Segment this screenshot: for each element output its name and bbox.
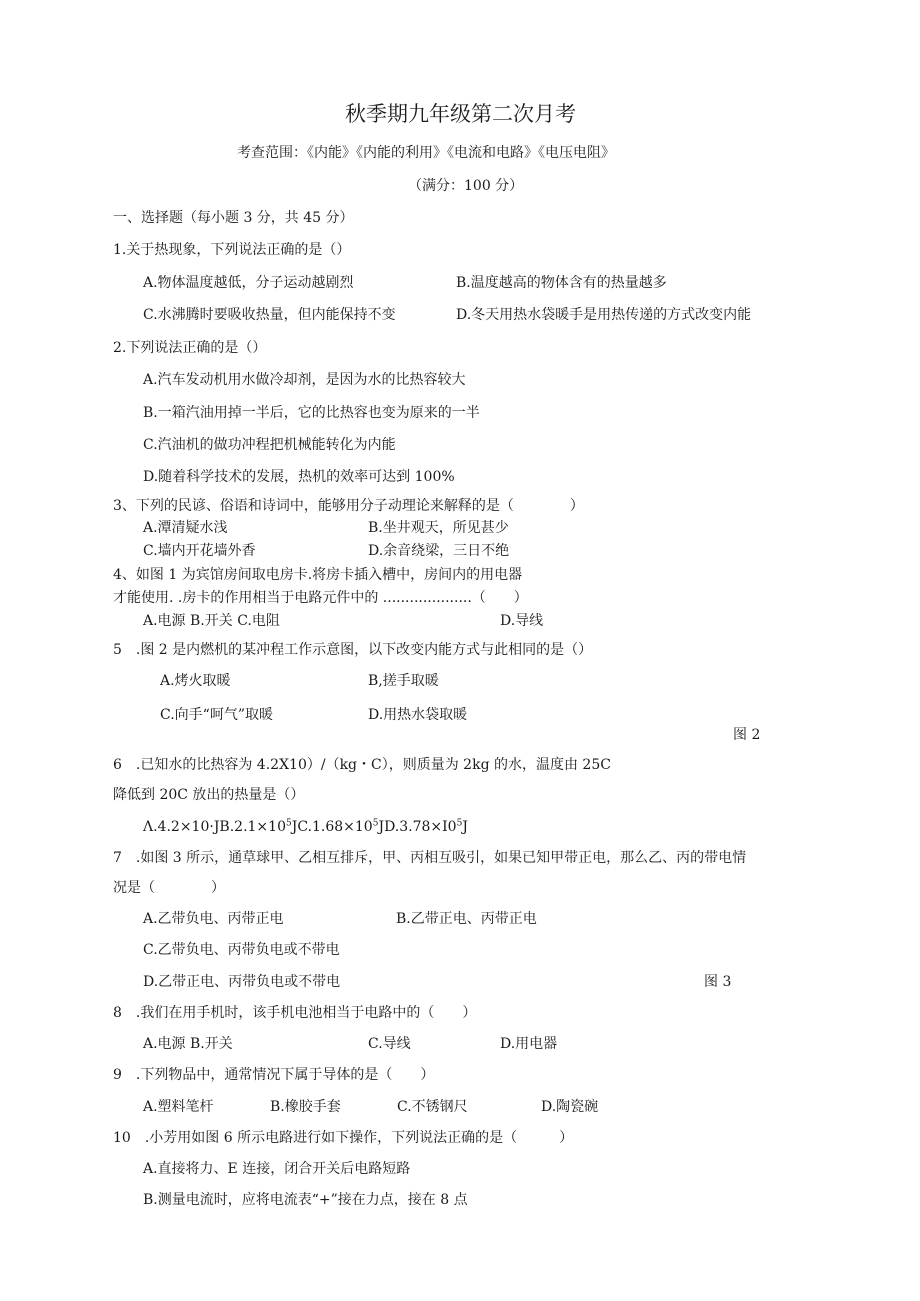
q9-option-a: A.塑料笔杆 [143,1099,214,1115]
q8-option-c: C.导线 [368,1036,411,1052]
q7-option-a: A.乙带负电、丙带正电 [143,911,284,927]
q9-option-d: D.陶瓷碗 [541,1099,599,1115]
q4-option-d: D.导线 [500,613,544,629]
q5-option-c: C.向手“呵气”取暖 [160,707,273,723]
q5-option-b: B,搓手取暖 [368,673,439,689]
exam-scope: 考查范围：《内能》《内能的利用》《电流和电路》《电压电阻》 [237,145,615,161]
q2-option-b: B.一箱汽油用掉一半后，它的比热容也变为原来的一半 [143,405,480,421]
q6-options [143,818,468,836]
q6-option-c: JD.3.78×I0 [378,819,457,835]
q6-exponent-3: 5 [456,818,463,829]
q8-stem: 8 .我们在用手机时，该手机电池相当于电路中的（ ） [113,1005,477,1021]
q7-option-d: D.乙带正电、丙带负电或不带电 [143,974,341,990]
q3-option-a: A.潭清疑水浅 [143,520,228,536]
q6-stem-line2: 降低到 20C 放出的热量是（） [113,787,305,803]
q1-stem: 1.关于热现象，下列说法正确的是（） [113,242,351,258]
q4-stem-line2: 才能使用. .房卡的作用相当于电路元件中的 ....................（ ） [113,590,528,606]
q6-stem-line1: 6 .已知水的比热容为 4.2X10）/（kg・C），则质量为 2kg 的水，温度由 25C [113,757,611,773]
q1-option-b: B.温度越高的物体含有的热量越多 [456,275,667,291]
q1-option-c: C.水沸腾时要吸收热量，但内能保持不变 [143,307,396,323]
q3-stem: 3、下列的民谚、俗语和诗词中，能够用分子动理论来解释的是（ ） [113,498,584,514]
q5-option-a: A.烤火取暖 [160,673,231,689]
q8-option-d: D.用电器 [500,1036,558,1052]
page-title: 秋季期九年级第二次月考 [345,102,576,126]
q9-stem: 9 .下列物品中，通常情况下属于导体的是（ ） [113,1067,435,1083]
q4-stem-line1: 4、如图 1 为宾馆房间取电房卡.将房卡插入槽中，房间内的用电器 [113,567,523,583]
q5-stem: 5 .图 2 是内燃机的某冲程工作示意图，以下改变内能方式与此相同的是（） [113,642,593,658]
q10-stem: 10 .小芳用如图 6 所示电路进行如下操作，下列说法正确的是（ ） [113,1130,574,1146]
q4-options-abc: A.电源 B.开关 C.电阻 [143,613,280,629]
q6-exponent-2: 5 [372,818,379,829]
figure-3-caption: 图 3 [704,974,732,990]
q6-option-b: JC.1.68×10 [291,819,373,835]
q9-option-b: B.橡胶手套 [270,1099,341,1115]
q2-option-a: A.汽车发动机用水做冷却剂，是因为水的比热容较大 [143,372,466,388]
q6-option-d: J [462,819,468,835]
q10-option-b: B.测量电流时，应将电流表“+”接在力点，接在 8 点 [143,1192,468,1208]
q1-option-d: D.冬天用热水袋暖手是用热传递的方式改变内能 [456,307,752,323]
q6-option-a: Λ.4.2×10·JB.2.1×10 [143,819,286,835]
q7-option-c: C.乙带负电、丙带负电或不带电 [143,942,340,958]
q10-option-a: A.直接将力、E 连接，闭合开关后电路短路 [143,1161,411,1177]
section-heading: 一、选择题（每小题 3 分，共 45 分） [113,210,354,226]
q2-option-d: D.随着科学技术的发展，热机的效率可达到 100% [143,469,455,485]
q7-stem-line1: 7 .如图 3 所示，通草球甲、乙相互排斥，甲、丙相互吸引，如果已知甲带正电，那么乙、丙的带电情 [113,850,747,866]
q3-option-b: B.坐井观天，所见甚少 [368,520,509,536]
q5-option-d: D.用热水袋取暖 [368,707,468,723]
q3-option-c: C.墙内开花墙外香 [143,543,256,559]
q7-option-b: B.乙带正电、丙带正电 [396,911,537,927]
figure-2-caption: 图 2 [733,727,761,743]
q7-stem-line2: 况是（ ） [113,880,225,896]
q6-exponent-1: 5 [285,818,292,829]
q2-stem: 2.下列说法正确的是（） [113,340,267,356]
full-score: （满分：100 分） [408,178,524,194]
q2-option-c: C.汽油机的做功冲程把机械能转化为内能 [143,437,396,453]
q1-option-a: A.物体温度越低，分子运动越剧烈 [143,275,354,291]
q8-options-ab: A.电源 B.开关 [143,1036,233,1052]
q3-option-d: D.余音绕梁，三日不绝 [368,543,510,559]
q9-option-c: C.不锈钢尺 [397,1099,468,1115]
